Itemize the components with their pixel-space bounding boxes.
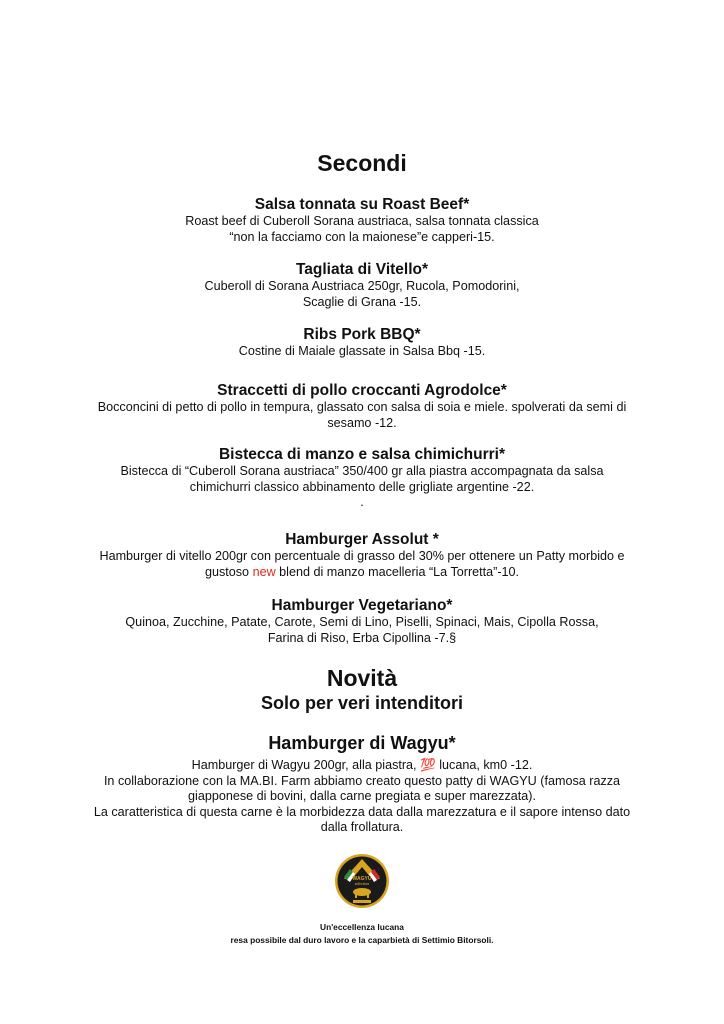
dish-description: Bistecca di “Cuberoll Sorana austriaca” 350/400 gr alla piastra accompagnata da salsa chimichurri classico abbinamento delle grigliate argentine -22. . [120,464,604,509]
section-heading-secondi: Secondi [317,150,407,176]
dish-description: Roast beef di Cuberoll Sorana austriaca, salsa tonnata classica “non la facciamo con la maionese”e capperi-15. [185,214,539,244]
dish-description: Hamburger di Wagyu 200gr, alla piastra, 💯 lucana, km0 -12. In collaborazione con la MA.BI. Farm abbiamo creato questo patty di WAGYU (famosa razza giapponese di bovini, dalla carne pregiata e super marezzata). La caratteristica di questa carne è la morbidezza data dalla marezzatura e il sapore intenso dato dalla frollatura. [93,758,631,834]
wagyu-selection-logo-icon [334,853,390,909]
dish-description: Bocconcini di petto di pollo in tempura, glassato con salsa di soia e miele. spolverati da semi di sesamo -12. [97,400,627,430]
footer-note: Un'eccellenza lucana resa possibile dal duro lavoro e la caparbietà di Settimio Bitorsoli. [230,922,494,945]
dish-title: Hamburger Assolut * [285,531,439,548]
dish-title: Bistecca di manzo e salsa chimichurri* [218,446,505,463]
svg-text:WAGYU: WAGYU [352,876,372,882]
dish-title: Salsa tonnata su Roast Beef* [254,196,470,213]
dish-description: Hamburger di vitello 200gr con percentuale di grasso del 30% per ottenere un Patty morbido e gustoso new blend di manzo macelleria “La Torretta”-10. [99,549,625,579]
dish-title: Straccetti di pollo croccanti Agrodolce* [217,382,507,399]
svg-text:selection: selection [354,881,370,886]
section-subheading: Solo per veri intenditori [260,693,464,713]
dish-description: Quinoa, Zucchine, Patate, Carote, Semi di Lino, Piselli, Spinaci, Mais, Cipolla Rossa, Farina di Riso, Erba Cipollina -7.§ [125,615,599,645]
dish-title: Ribs Pork BBQ* [303,326,421,343]
dish-title: Hamburger di Wagyu* [268,733,456,753]
new-badge: new [252,564,276,579]
dish-description: Cuberoll di Sorana Austriaca 250gr, Rucola, Pomodorini, Scaglie di Grana -15. [204,279,520,309]
dish-title: Tagliata di Vitello* [295,261,429,278]
dish-title: Hamburger Vegetariano* [271,597,453,614]
section-heading-novita: Novità [326,665,398,691]
dish-description: Costine di Maiale glassate in Salsa Bbq -15. [238,344,486,358]
hundred-points-icon: 💯 [420,758,436,772]
